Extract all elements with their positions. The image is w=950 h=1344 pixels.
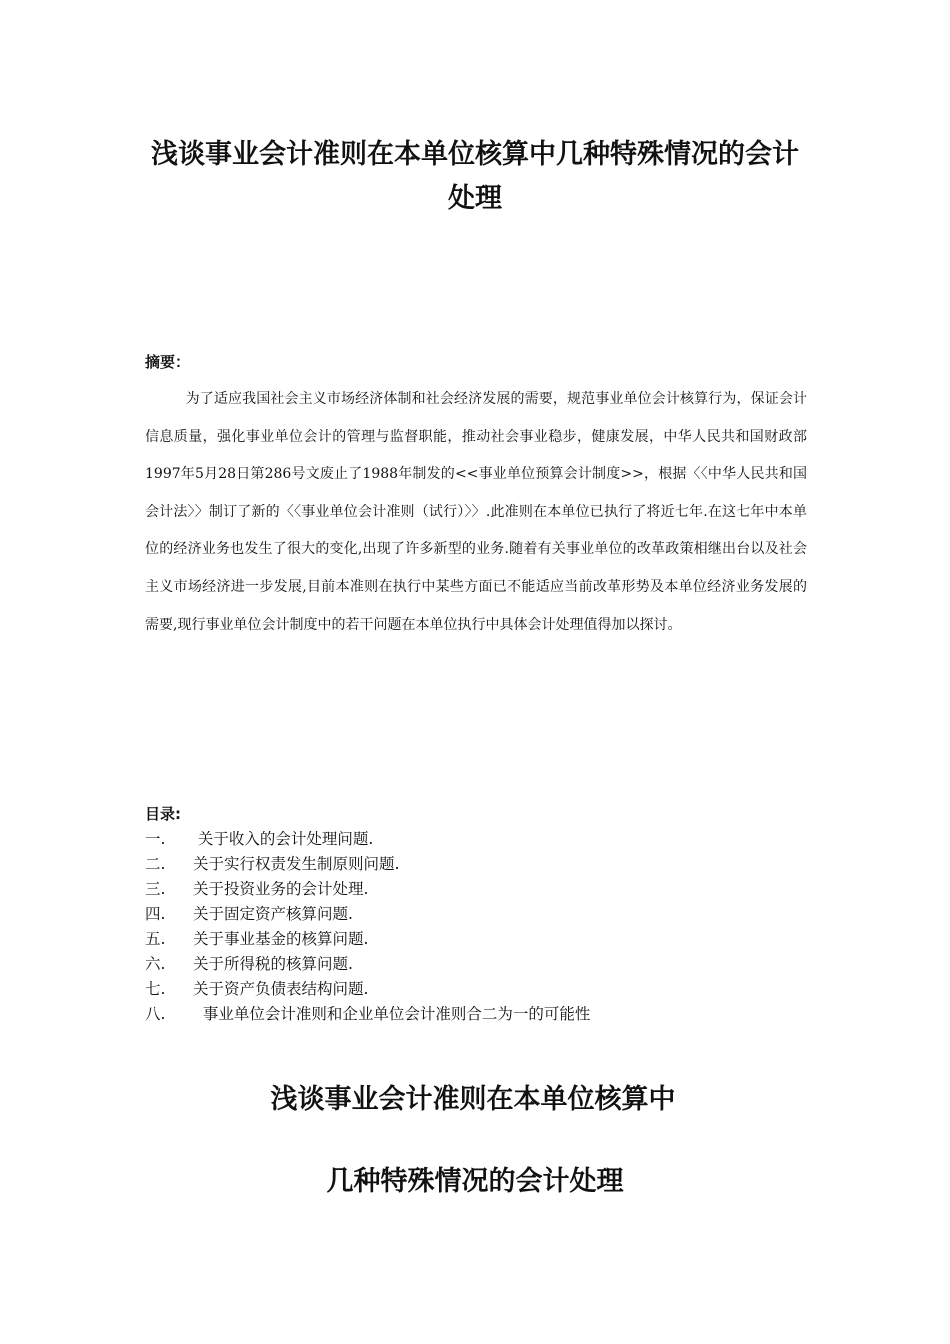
- section-heading-line-2: 几种特殊情况的会计处理: [326, 1166, 624, 1197]
- toc-item-number: 八.: [145, 1005, 166, 1023]
- toc-item-text: 关于所得税的核算问题.: [193, 955, 353, 973]
- toc-item-text: 关于资产负债表结构问题.: [193, 980, 369, 998]
- table-of-contents: [145, 827, 590, 1027]
- abstract-text: 为了适应我国社会主义市场经济体制和社会经济发展的需要，规范事业单位会计核算行为，保证会计信息质量，强化事业单位会计的管理与监督职能，推动社会事业稳步，健康发展，中华人民共和国财政部1997年5月28日第286号文废止了1988年制发的<<事业单位预算会计制度>>，根据〈〈中华人民共和国会计法〉〉制订了新的〈〈事业单位会计准则（试行）〉〉.此准则在本单位已执行了将近七年.在这七年中本单位的经济业务也发生了很大的变化,出现了许多新型的业务.随着有关事业单位的改革政策相继出台以及社会主义市场经济进一步发展,目前本准则在执行中某些方面已不能适应当前改革形势及本单位经济业务发展的需要,现行事业单位会计制度中的若干问题在本单位执行中具体会计处理值得加以探讨。: [145, 391, 807, 633]
- toc-item-text: 关于固定资产核算问题.: [193, 905, 353, 923]
- abstract-label: 摘要：: [145, 353, 191, 371]
- toc-item-number: 四.: [145, 905, 166, 923]
- toc-item: [145, 902, 590, 927]
- toc-item-number: 一.: [145, 830, 166, 848]
- document-title: 浅谈事业会计准则在本单位核算中几种特殊情况的会计处理: [151, 139, 799, 214]
- toc-item: [145, 927, 590, 952]
- toc-item: [145, 952, 590, 977]
- toc-item: [145, 977, 590, 1002]
- toc-item-number: 六.: [145, 955, 166, 973]
- toc-item-text: 关于收入的会计处理问题.: [193, 830, 374, 848]
- toc-item-number: 五.: [145, 930, 166, 948]
- toc-item: [145, 877, 590, 902]
- toc-item-number: 七.: [145, 980, 166, 998]
- toc-item-text: 事业单位会计准则和企业单位会计准则合二为一的可能性: [193, 1005, 591, 1023]
- toc-item-text: 关于实行权责发生制原则问题.: [193, 855, 400, 873]
- toc-item: [145, 852, 590, 877]
- section-heading-line-1: 浅谈事业会计准则在本单位核算中: [270, 1084, 676, 1115]
- toc-item-text: 关于事业基金的核算问题.: [193, 930, 369, 948]
- toc-item-text: 关于投资业务的会计处理.: [193, 880, 369, 898]
- toc-item: [145, 827, 590, 852]
- toc-item: [145, 1002, 590, 1027]
- toc-item-number: 二.: [145, 855, 166, 873]
- toc-label: 目录:: [145, 805, 181, 823]
- toc-item-number: 三.: [145, 880, 166, 898]
